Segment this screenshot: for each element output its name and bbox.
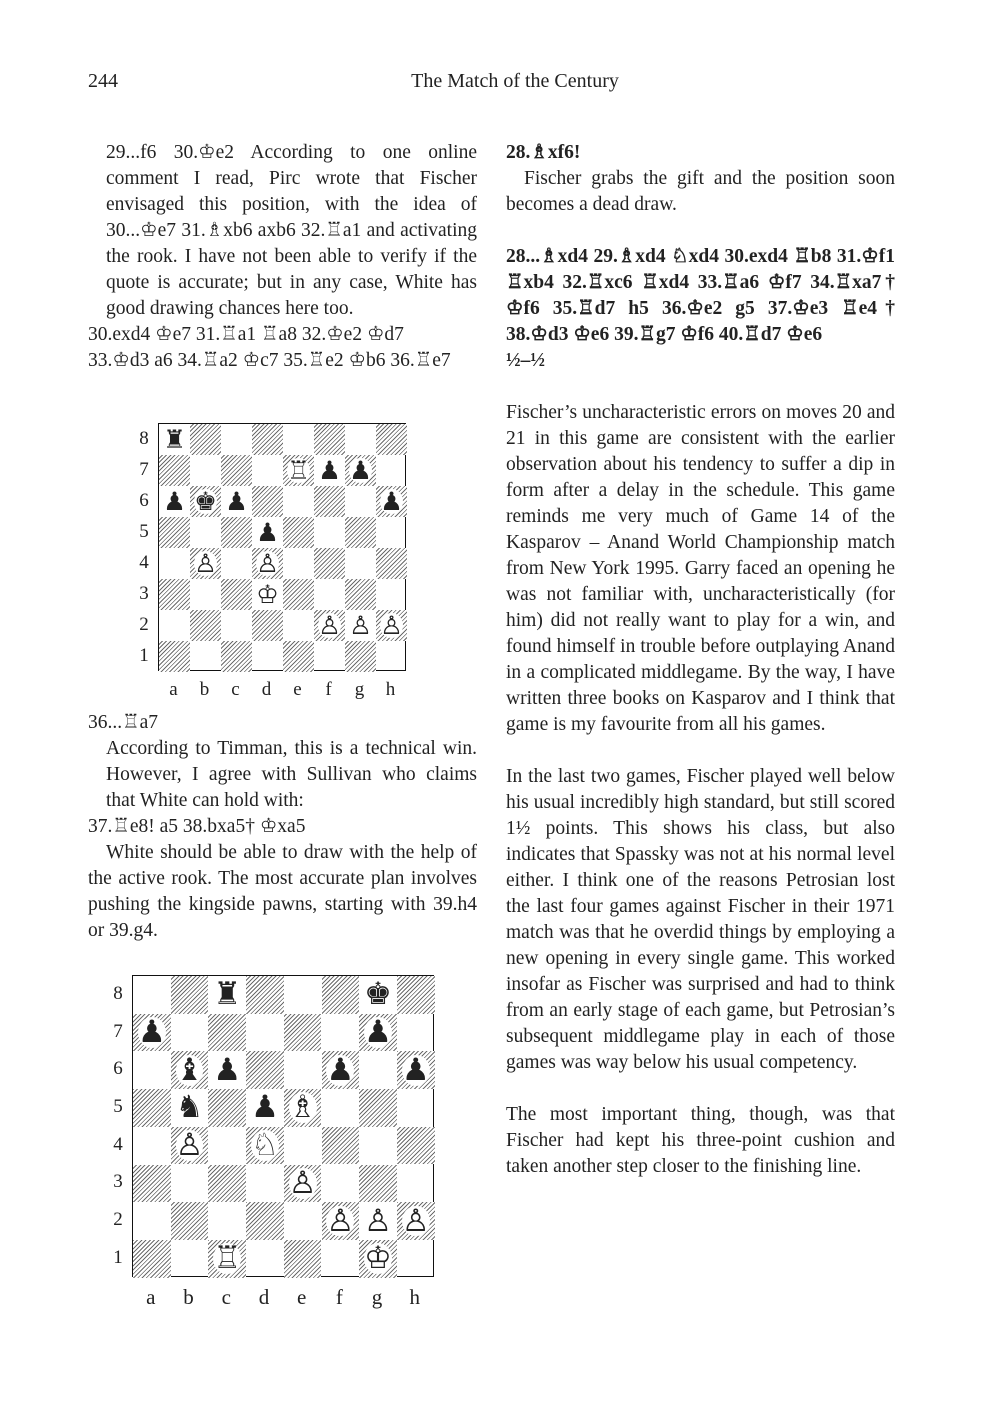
square-g8 [345, 424, 376, 455]
white-bishop-icon [284, 1089, 322, 1127]
square-a5 [159, 517, 190, 548]
square-e8 [283, 424, 314, 455]
square-a2 [133, 1202, 171, 1240]
square-h8 [397, 976, 435, 1014]
right-column [506, 140, 895, 1180]
square-g3 [345, 579, 376, 610]
piece-glyph: ♙ [364, 1202, 392, 1239]
square-d7 [252, 455, 283, 486]
white-rook-icon [283, 455, 314, 486]
piece-glyph: ♙ [175, 1127, 204, 1164]
rank-label: 3 [113, 1171, 123, 1193]
rank-label: 7 [139, 458, 149, 480]
square-c7 [221, 455, 252, 486]
square-c2 [208, 1202, 246, 1240]
square-e1 [284, 1240, 322, 1278]
square-a2 [159, 610, 190, 641]
piece-glyph: ♟ [213, 1051, 242, 1088]
square-f1 [314, 641, 345, 672]
game-moves: 28...♗xd4 29.♗xd4 ♘xd4 30.exd4 ♖b8 31.♔f1 ♖xb4 32.♖xc6 ♖xd4 33.♖a6 ♔f7 34.♖xa7† ♔f6 35.♖d7 h5 36.♔e2 g5 37.♔e3 ♖e4† 38.♔d3 ♔e6 39.♖g7 ♔f6 40.♖d7 ♔e6 [506, 246, 895, 345]
piece-glyph: ♙ [380, 609, 403, 640]
square-c7 [208, 1014, 246, 1052]
piece-glyph: ♙ [318, 609, 341, 640]
page-number: 244 [88, 70, 118, 92]
square-a8 [133, 976, 171, 1014]
square-c3 [208, 1165, 246, 1203]
white-pawn-icon [376, 610, 407, 641]
square-b1 [190, 641, 221, 672]
square-d7 [246, 1014, 284, 1052]
move-heading: 28.♗xf6! [506, 142, 581, 163]
square-e3 [283, 579, 314, 610]
file-label: g [371, 1284, 383, 1309]
square-g1 [345, 641, 376, 672]
square-b7 [171, 1014, 209, 1052]
white-pawn-icon [171, 1127, 209, 1165]
rank-label: 3 [139, 582, 149, 604]
piece-glyph: ♚ [194, 485, 217, 516]
square-c3 [221, 579, 252, 610]
piece-glyph: ♟ [326, 1051, 355, 1088]
square-b8 [190, 424, 221, 455]
square-d2 [252, 610, 283, 641]
file-label: d [258, 1284, 270, 1309]
square-e6 [284, 1051, 322, 1089]
square-a3 [159, 579, 190, 610]
square-b8 [171, 976, 209, 1014]
square-a4 [133, 1127, 171, 1165]
piece-glyph: ♚ [364, 976, 392, 1013]
square-f8 [314, 424, 345, 455]
black-bishop-icon [171, 1051, 209, 1089]
white-rook-icon [208, 1240, 246, 1278]
square-c5 [208, 1089, 246, 1127]
file-label: h [385, 679, 396, 700]
piece-glyph: ♖ [213, 1240, 242, 1277]
square-b2 [190, 610, 221, 641]
white-pawn-icon [345, 610, 376, 641]
black-pawn-icon [221, 486, 252, 517]
white-pawn-icon [359, 1202, 397, 1240]
square-f1 [322, 1240, 360, 1278]
square-g6 [345, 486, 376, 517]
square-h3 [376, 579, 407, 610]
file-label: a [169, 679, 178, 700]
file-label: c [231, 679, 240, 700]
white-pawn-icon [252, 548, 283, 579]
square-f5 [322, 1089, 360, 1127]
square-a7 [159, 455, 190, 486]
square-h5 [397, 1089, 435, 1127]
square-h4 [397, 1127, 435, 1165]
chessboard [158, 423, 406, 671]
move-text: 37.♖e8! a5 38.bxa5† ♔xa5 [88, 816, 306, 837]
white-pawn-icon [284, 1165, 322, 1203]
piece-glyph: ♟ [225, 485, 248, 516]
black-rook-icon [208, 976, 246, 1014]
square-b7 [190, 455, 221, 486]
square-c8 [221, 424, 252, 455]
piece-glyph: ♟ [256, 516, 279, 547]
square-h1 [376, 641, 407, 672]
square-d3 [246, 1165, 284, 1203]
white-pawn-icon [314, 610, 345, 641]
square-c2 [221, 610, 252, 641]
rank-label: 8 [113, 982, 123, 1004]
rank-label: 4 [113, 1133, 123, 1155]
square-a5 [133, 1089, 171, 1127]
left-column [88, 140, 477, 374]
page-header [0, 70, 1000, 100]
square-c4 [221, 548, 252, 579]
square-h5 [376, 517, 407, 548]
square-f3 [322, 1165, 360, 1203]
square-e2 [284, 1202, 322, 1240]
rank-label: 5 [139, 520, 149, 542]
square-h4 [376, 548, 407, 579]
body-paragraph: The most important thing, though, was that Fischer had kept his three-point cushion and taken another step closer to the finishing line. [506, 1104, 895, 1177]
black-king-icon [190, 486, 221, 517]
black-pawn-icon [133, 1014, 171, 1052]
black-knight-icon [171, 1089, 209, 1127]
square-g5 [345, 517, 376, 548]
square-e2 [283, 610, 314, 641]
black-pawn-icon [345, 455, 376, 486]
piece-glyph: ♟ [364, 1014, 392, 1051]
black-pawn-icon [322, 1051, 360, 1089]
square-g5 [359, 1089, 397, 1127]
file-label: f [325, 679, 332, 700]
square-b5 [190, 517, 221, 548]
file-label: c [221, 1284, 231, 1309]
white-knight-icon [246, 1127, 284, 1165]
file-label: b [199, 679, 210, 700]
square-a1 [133, 1240, 171, 1278]
piece-glyph: ♗ [288, 1089, 317, 1126]
rank-label: 4 [139, 551, 149, 573]
file-label: g [354, 679, 365, 700]
square-e6 [283, 486, 314, 517]
square-f4 [314, 548, 345, 579]
square-e7 [284, 1014, 322, 1052]
square-d1 [246, 1240, 284, 1278]
chess-diagram-1 [130, 423, 420, 713]
black-king-icon [359, 976, 397, 1014]
black-rook-icon [159, 424, 190, 455]
file-label: e [293, 679, 302, 700]
annotation-paragraph: 29...f6 30.♔e2 According to one online comment I read, Pirc wrote that Fischer envisaged this position, with the idea of 30...♔e7 31.♗xb6 axb6 32.♖a1 and activating the rook. I have not been able to verify if the quote is accurate; but in any case, White has good drawing chances here too. [106, 142, 477, 319]
piece-glyph: ♝ [175, 1051, 204, 1088]
piece-glyph: ♜ [213, 976, 242, 1013]
square-e4 [284, 1127, 322, 1165]
white-king-icon [359, 1240, 397, 1278]
piece-glyph: ♟ [251, 1089, 279, 1126]
square-f5 [314, 517, 345, 548]
black-pawn-icon [208, 1051, 246, 1089]
white-pawn-icon [190, 548, 221, 579]
black-pawn-icon [359, 1014, 397, 1052]
piece-glyph: ♟ [380, 485, 403, 516]
square-e1 [283, 641, 314, 672]
square-g3 [359, 1165, 397, 1203]
black-pawn-icon [397, 1051, 435, 1089]
body-paragraph: In the last two games, Fischer played well below his usual incredibly high standard, but still scored 1½ points. This shows his class, but also indicates that Spassky was not at his normal level either. I think one of the reasons Petrosian lost the last four games against Fischer in their 1971 match was that he overdid things by employing a new opening in every single game. This worked insofar as Fischer was surprised and had to think from an early stage of each game, but Petrosian’s subsequent middlegame play in each of those games was way below his usual competency. [506, 766, 895, 1073]
square-d2 [246, 1202, 284, 1240]
square-a4 [159, 548, 190, 579]
file-label: e [296, 1284, 307, 1309]
left-column-lower [88, 710, 477, 944]
rank-label: 2 [139, 613, 149, 635]
square-b2 [171, 1202, 209, 1240]
piece-glyph: ♜ [163, 423, 186, 454]
file-label: d [261, 679, 272, 700]
rank-label: 2 [113, 1209, 123, 1231]
rank-label: 7 [113, 1020, 123, 1042]
square-c4 [208, 1127, 246, 1165]
square-a6 [133, 1051, 171, 1089]
square-f7 [322, 1014, 360, 1052]
square-e4 [283, 548, 314, 579]
piece-glyph: ♙ [288, 1164, 317, 1201]
square-d8 [252, 424, 283, 455]
white-pawn-icon [397, 1202, 435, 1240]
piece-glyph: ♙ [256, 547, 279, 578]
piece-glyph: ♔ [364, 1240, 392, 1277]
file-label: b [183, 1284, 194, 1309]
piece-glyph: ♖ [287, 454, 310, 485]
square-g4 [359, 1127, 397, 1165]
file-label: a [146, 1284, 156, 1309]
piece-glyph: ♙ [349, 609, 372, 640]
rank-label: 5 [113, 1095, 123, 1117]
piece-glyph: ♙ [401, 1202, 430, 1239]
move-text [88, 322, 477, 374]
black-pawn-icon [376, 486, 407, 517]
square-d6 [252, 486, 283, 517]
body-paragraph: Fischer’s uncharacteristic errors on moves 20 and 21 in this game are consistent with the earlier observation about his tendency to suffer a dip in form after a delay in the schedule. This game reminds me very much of Game 14 of the Kasparov – Anand World Championship match from New York 1995. Garry faced an opening he was not familiar with, uncharacteristically (for him) did not really want to play for a win, and found himself in trouble before outplaying Anand in a complicated middlegame. By the way, I have written three books on Kasparov and I think that game is my favourite from all his games. [506, 402, 895, 735]
piece-glyph: ♘ [251, 1127, 279, 1164]
body-paragraph: Fischer grabs the gift and the position soon becomes a dead draw. [506, 168, 895, 215]
square-b1 [171, 1240, 209, 1278]
square-h1 [397, 1240, 435, 1278]
piece-glyph: ♟ [318, 454, 341, 485]
rank-label: 8 [139, 427, 149, 449]
black-pawn-icon [159, 486, 190, 517]
square-a3 [133, 1165, 171, 1203]
move-text: 36...♖a7 [88, 712, 159, 733]
square-g4 [345, 548, 376, 579]
square-h8 [376, 424, 407, 455]
black-pawn-icon [314, 455, 345, 486]
square-a1 [159, 641, 190, 672]
piece-glyph: ♙ [194, 547, 217, 578]
move-line: 30.exd4 ♔e7 31.♖a1 ♖a8 32.♔e2 ♔d7 [88, 324, 404, 345]
chessboard [132, 975, 434, 1277]
square-g6 [359, 1051, 397, 1089]
piece-glyph: ♟ [349, 454, 372, 485]
square-d1 [252, 641, 283, 672]
white-king-icon [252, 579, 283, 610]
body-paragraph: White should be able to draw with the help of the active rook. The most accurate plan involves pushing the kingside pawns, starting with 39.h4 or 39.g4. [88, 842, 477, 941]
piece-glyph: ♞ [175, 1089, 204, 1126]
black-pawn-icon [246, 1089, 284, 1127]
square-h7 [397, 1014, 435, 1052]
white-pawn-icon [322, 1202, 360, 1240]
rank-label: 6 [113, 1058, 123, 1080]
black-pawn-icon [252, 517, 283, 548]
move-line: 33.♔d3 a6 34.♖a2 ♔c7 35.♖e2 ♔b6 36.♖e7 [88, 350, 451, 371]
game-result: ½–½ [506, 350, 545, 371]
square-c1 [221, 641, 252, 672]
chess-diagram-2 [100, 975, 440, 1315]
square-h3 [397, 1165, 435, 1203]
square-d8 [246, 976, 284, 1014]
piece-glyph: ♟ [137, 1014, 166, 1051]
rank-label: 1 [113, 1246, 123, 1268]
rank-label: 6 [139, 489, 149, 511]
file-label: h [409, 1284, 420, 1309]
file-label: f [335, 1284, 343, 1309]
square-c5 [221, 517, 252, 548]
square-e8 [284, 976, 322, 1014]
square-b3 [190, 579, 221, 610]
square-f3 [314, 579, 345, 610]
running-title: The Match of the Century [411, 70, 619, 92]
square-e5 [283, 517, 314, 548]
square-f8 [322, 976, 360, 1014]
annotation-paragraph: According to Timman, this is a technical win. However, I agree with Sullivan who claims that White can hold with: [106, 738, 477, 811]
square-h7 [376, 455, 407, 486]
piece-glyph: ♙ [326, 1202, 355, 1239]
piece-glyph: ♔ [256, 578, 279, 609]
square-d6 [246, 1051, 284, 1089]
piece-glyph: ♟ [401, 1051, 430, 1088]
piece-glyph: ♟ [163, 485, 186, 516]
square-f6 [314, 486, 345, 517]
rank-label: 1 [139, 644, 149, 666]
square-f4 [322, 1127, 360, 1165]
square-b3 [171, 1165, 209, 1203]
